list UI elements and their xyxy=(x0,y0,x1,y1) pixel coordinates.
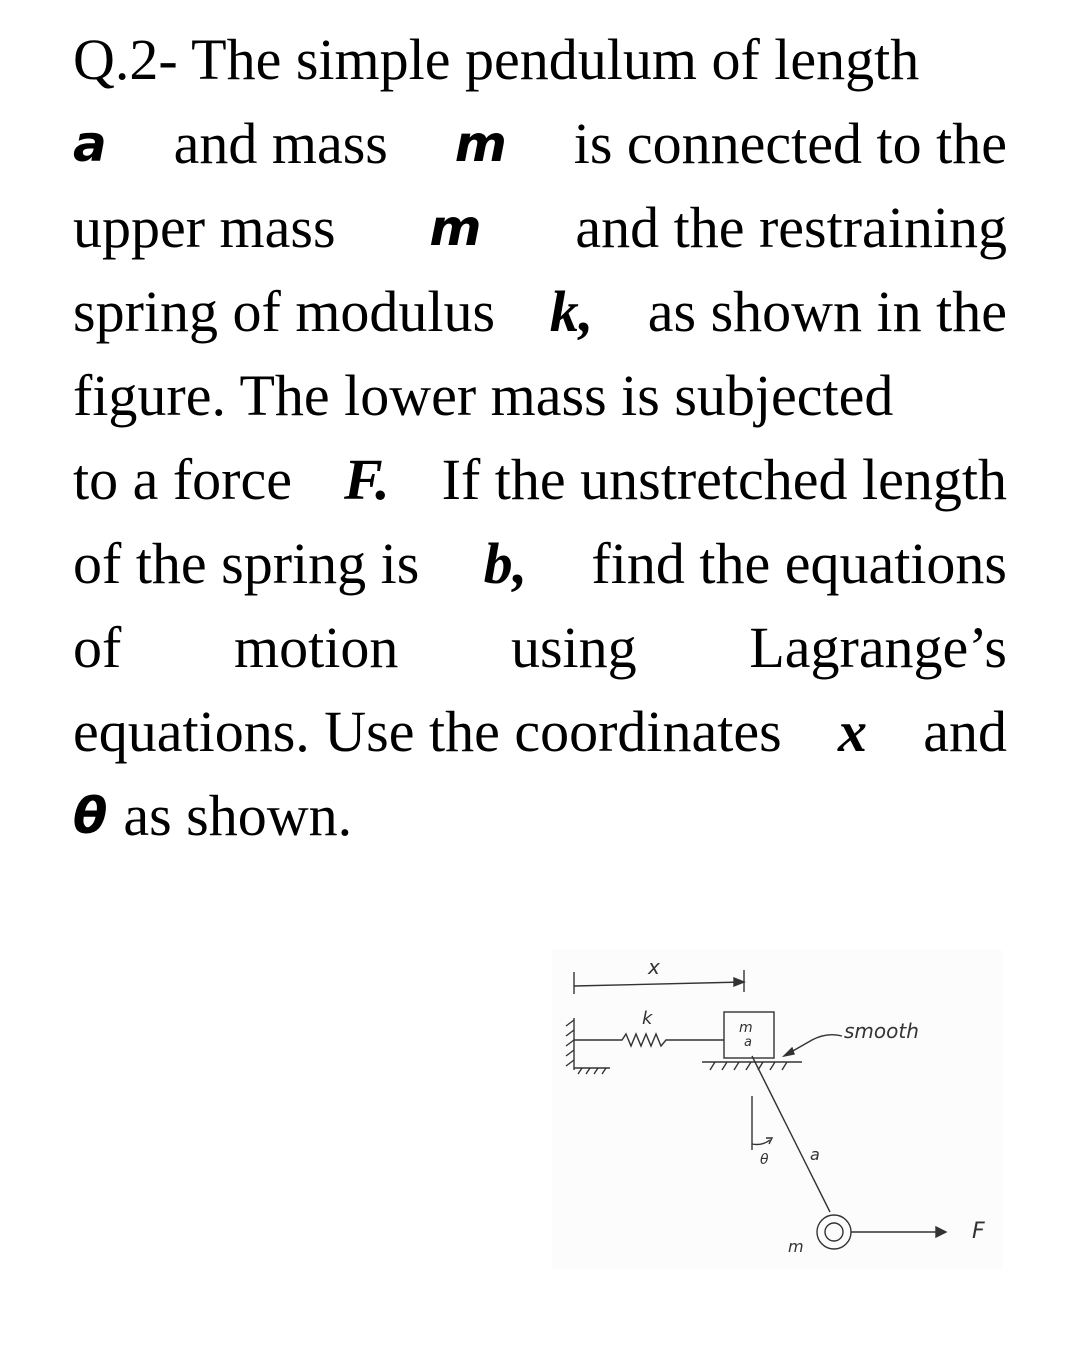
text-using: using xyxy=(510,615,637,680)
symbol-x: x xyxy=(837,699,867,764)
symbol-b: b, xyxy=(483,531,528,596)
text-as-shown: as shown in the xyxy=(647,279,1007,344)
symbol-a: a xyxy=(73,115,107,173)
pendulum-figure xyxy=(552,950,1002,1270)
question-line-10 xyxy=(73,774,1007,858)
text-and-mass: and mass xyxy=(173,111,388,176)
x-dimension-line xyxy=(574,982,744,986)
text-spring-is: of the spring is xyxy=(73,531,420,596)
symbol-F: F. xyxy=(343,447,390,512)
text-motion: motion xyxy=(233,615,399,680)
lower-mass-bob-inner xyxy=(825,1223,843,1241)
label-theta: θ xyxy=(760,1152,769,1168)
question-line-6 xyxy=(73,438,1007,522)
label-k: k xyxy=(642,1008,653,1029)
theta-arc xyxy=(752,1140,770,1145)
text-lagrange: Lagrange’s xyxy=(749,615,1007,680)
label-upper-mass: m xyxy=(739,1020,753,1036)
question-line-3 xyxy=(73,186,1007,270)
surface-hatching xyxy=(710,1062,787,1070)
question-line-7 xyxy=(73,522,1007,606)
question-line-8 xyxy=(73,606,1007,690)
text-of: of xyxy=(73,615,122,680)
question-intro: Q.2- The simple pendulum of length xyxy=(73,27,920,92)
label-small-a: a xyxy=(744,1035,752,1050)
pendulum-rod xyxy=(752,1056,830,1212)
pendulum-diagram xyxy=(552,950,1002,1270)
label-lower-mass: m xyxy=(788,1237,804,1256)
text-restraining: and the restraining xyxy=(575,195,1007,260)
question-text xyxy=(73,18,1007,858)
lower-mass-bob xyxy=(817,1215,851,1249)
question-line-9 xyxy=(73,690,1007,774)
label-x: x xyxy=(648,955,660,979)
symbol-k: k, xyxy=(549,279,594,344)
text-and: and xyxy=(923,699,1007,764)
text-use-coordinates: equations. Use the coordinates xyxy=(73,699,782,764)
left-floor-hatching xyxy=(578,1068,606,1074)
spring xyxy=(574,1034,724,1046)
smooth-pointer-arrowhead xyxy=(784,1048,794,1056)
text-unstretched: If the unstretched length xyxy=(441,447,1007,512)
symbol-theta: θ xyxy=(73,787,108,845)
text-as-shown-end: as shown. xyxy=(123,783,353,848)
question-line-4 xyxy=(73,270,1007,354)
x-dimension-arrowhead xyxy=(734,978,744,986)
question-line-1 xyxy=(73,18,1007,102)
left-wall-hatching xyxy=(566,1020,574,1066)
symbol-m-upper: m xyxy=(429,199,482,257)
text-figure-lower-mass: figure. The lower mass is subjected xyxy=(73,363,894,428)
text-upper-mass: upper mass xyxy=(73,195,336,260)
text-find-equations: find the equations xyxy=(591,531,1007,596)
text-to-a-force: to a force xyxy=(73,447,292,512)
symbol-m: m xyxy=(454,115,507,173)
text-connected: is connected to the xyxy=(573,111,1007,176)
force-arrowhead xyxy=(936,1227,946,1237)
question-line-5 xyxy=(73,354,1007,438)
label-a: a xyxy=(810,1145,820,1164)
label-smooth: smooth xyxy=(844,1019,919,1043)
text-spring-modulus: spring of modulus xyxy=(73,279,496,344)
question-line-2 xyxy=(73,102,1007,186)
label-force: F xyxy=(972,1219,985,1244)
